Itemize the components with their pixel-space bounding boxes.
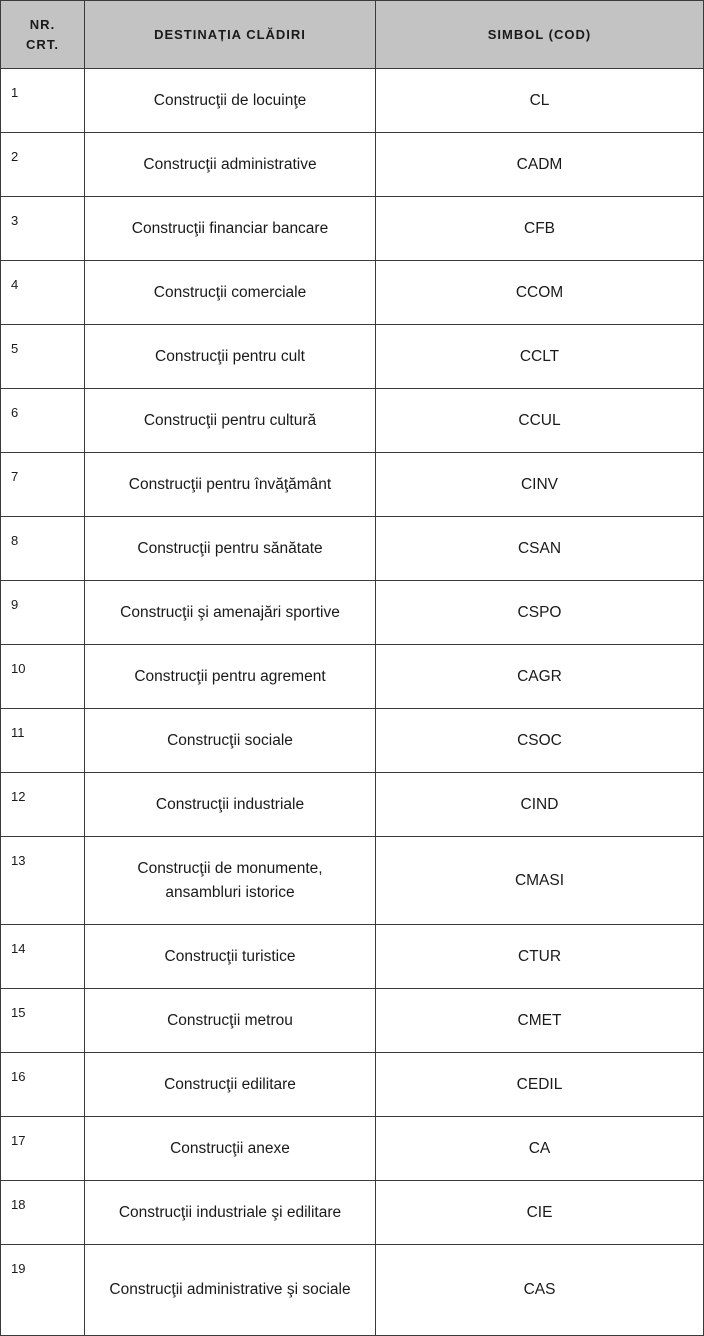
table-row bbox=[1, 1181, 704, 1245]
building-destination: Construcţii administrative şi sociale bbox=[85, 1245, 376, 1336]
row-number: 7 bbox=[1, 453, 85, 517]
building-destination: Construcţii şi amenajări sportive bbox=[85, 581, 376, 645]
table-row bbox=[1, 261, 704, 325]
building-destination: Construcţii de monumente, ansambluri istorice bbox=[85, 837, 376, 925]
building-destination: Construcţii pentru cult bbox=[85, 325, 376, 389]
building-destination: Construcţii metrou bbox=[85, 989, 376, 1053]
row-number: 15 bbox=[1, 989, 85, 1053]
row-number: 12 bbox=[1, 773, 85, 837]
table-row bbox=[1, 389, 704, 453]
building-code: CCLT bbox=[376, 325, 704, 389]
building-code: CSAN bbox=[376, 517, 704, 581]
building-destination: Construcţii pentru cultură bbox=[85, 389, 376, 453]
building-destination: Construcţii edilitare bbox=[85, 1053, 376, 1117]
row-number: 1 bbox=[1, 69, 85, 133]
building-code: CFB bbox=[376, 197, 704, 261]
building-code: CAS bbox=[376, 1245, 704, 1336]
building-destination: Construcţii administrative bbox=[85, 133, 376, 197]
row-number: 14 bbox=[1, 925, 85, 989]
row-number: 8 bbox=[1, 517, 85, 581]
building-code: CADM bbox=[376, 133, 704, 197]
header-nr-crt-text: NR. CRT. bbox=[26, 16, 59, 52]
table-header bbox=[1, 1, 704, 69]
building-code: CIE bbox=[376, 1181, 704, 1245]
header-destination: DESTINAȚIA CLĂDIRI bbox=[85, 1, 376, 69]
building-destination: Construcţii pentru agrement bbox=[85, 645, 376, 709]
table-row bbox=[1, 925, 704, 989]
table-row bbox=[1, 709, 704, 773]
table-row bbox=[1, 69, 704, 133]
row-number: 5 bbox=[1, 325, 85, 389]
row-number: 4 bbox=[1, 261, 85, 325]
building-destination: Construcţii comerciale bbox=[85, 261, 376, 325]
row-number: 17 bbox=[1, 1117, 85, 1181]
building-destination: Construcţii industriale bbox=[85, 773, 376, 837]
table-row bbox=[1, 325, 704, 389]
building-destination: Construcţii industriale şi edilitare bbox=[85, 1181, 376, 1245]
table-row bbox=[1, 773, 704, 837]
table-body bbox=[1, 69, 704, 1336]
row-number: 6 bbox=[1, 389, 85, 453]
building-code: CMASI bbox=[376, 837, 704, 925]
building-code: CEDIL bbox=[376, 1053, 704, 1117]
table-row bbox=[1, 645, 704, 709]
row-number: 2 bbox=[1, 133, 85, 197]
row-number: 3 bbox=[1, 197, 85, 261]
header-row bbox=[1, 1, 704, 69]
building-code: CCOM bbox=[376, 261, 704, 325]
building-code: CINV bbox=[376, 453, 704, 517]
table-row bbox=[1, 133, 704, 197]
building-code: CL bbox=[376, 69, 704, 133]
table-row bbox=[1, 1245, 704, 1336]
row-number: 9 bbox=[1, 581, 85, 645]
building-code: CIND bbox=[376, 773, 704, 837]
building-destination: Construcţii turistice bbox=[85, 925, 376, 989]
table-row bbox=[1, 581, 704, 645]
row-number: 16 bbox=[1, 1053, 85, 1117]
building-destination: Construcţii de locuinţe bbox=[85, 69, 376, 133]
table-row bbox=[1, 989, 704, 1053]
row-number: 19 bbox=[1, 1245, 85, 1336]
row-number: 13 bbox=[1, 837, 85, 925]
table-row bbox=[1, 453, 704, 517]
building-destination: Construcţii pentru sănătate bbox=[85, 517, 376, 581]
table-row bbox=[1, 517, 704, 581]
building-code: CCUL bbox=[376, 389, 704, 453]
building-code: CMET bbox=[376, 989, 704, 1053]
table-row bbox=[1, 197, 704, 261]
building-code: CSOC bbox=[376, 709, 704, 773]
building-code: CA bbox=[376, 1117, 704, 1181]
row-number: 18 bbox=[1, 1181, 85, 1245]
table-row bbox=[1, 1053, 704, 1117]
building-destination: Construcţii anexe bbox=[85, 1117, 376, 1181]
building-code: CSPO bbox=[376, 581, 704, 645]
header-nr-crt bbox=[1, 1, 85, 69]
header-symbol: SIMBOL (COD) bbox=[376, 1, 704, 69]
building-code: CTUR bbox=[376, 925, 704, 989]
row-number: 11 bbox=[1, 709, 85, 773]
table-row bbox=[1, 837, 704, 925]
building-destination: Construcţii pentru învăţământ bbox=[85, 453, 376, 517]
row-number: 10 bbox=[1, 645, 85, 709]
building-code: CAGR bbox=[376, 645, 704, 709]
building-destination: Construcţii sociale bbox=[85, 709, 376, 773]
building-destination: Construcţii financiar bancare bbox=[85, 197, 376, 261]
table-row bbox=[1, 1117, 704, 1181]
